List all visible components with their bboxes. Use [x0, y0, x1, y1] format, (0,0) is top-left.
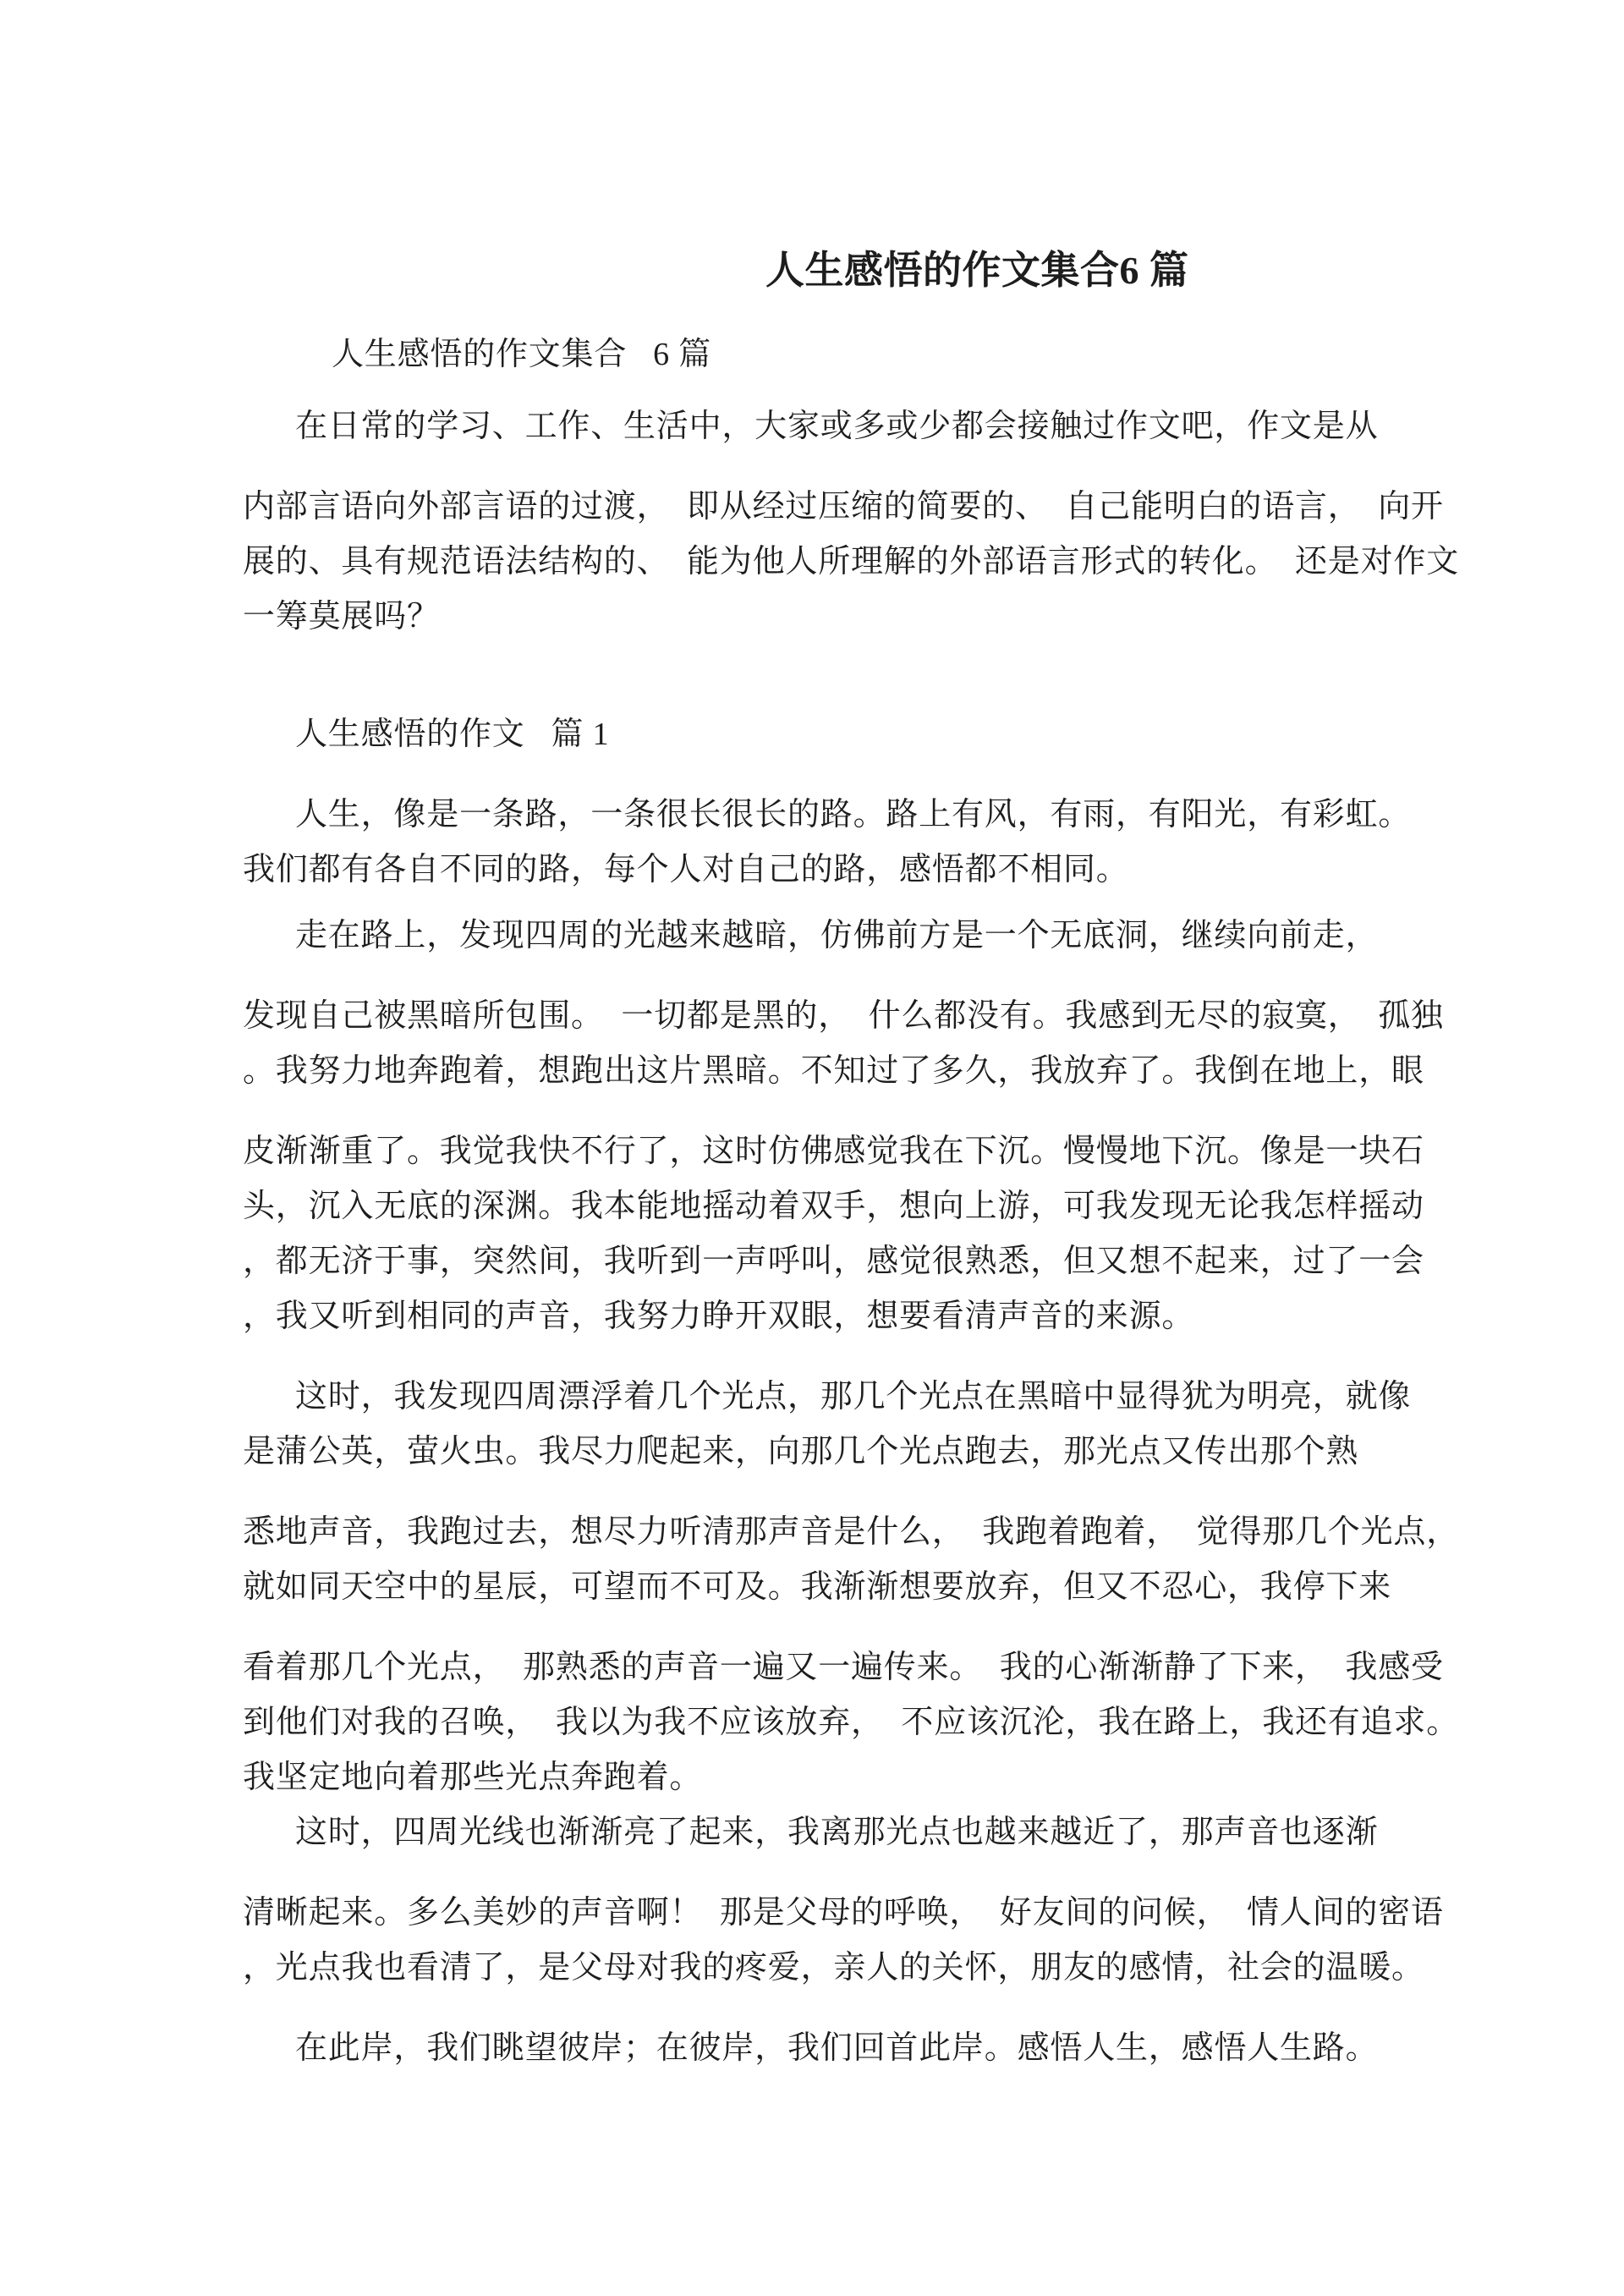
text-line: 一筹莫展吗？	[243, 599, 440, 634]
section-heading: 人生感悟的作文 篇 1	[295, 717, 610, 752]
text-line: 是蒲公英，萤火虫。我尽力爬起来，向那几个光点跑去，那光点又传出那个熟	[243, 1434, 1359, 1469]
text-line: ，都无济于事，突然间，我听到一声呼叫，感觉很熟悉，但又想不起来，过了一会	[243, 1244, 1424, 1279]
text-line: 到他们对我的召唤， 我以为我不应该放弃， 不应该沉沦，我在路上，我还有追求。	[243, 1705, 1460, 1740]
text-line: 人生，像是一条路，一条很长很长的路。路上有风，有雨，有阳光，有彩虹。	[295, 797, 1412, 832]
text-line: 看着那几个光点， 那熟悉的声音一遍又一遍传来。 我的心渐渐静了下来， 我感受	[243, 1650, 1444, 1685]
text-line: 清晰起来。多么美妙的声音啊！ 那是父母的呼唤， 好友间的问候， 情人间的密语	[243, 1895, 1444, 1931]
text-line: 在此岸，我们眺望彼岸；在彼岸，我们回首此岸。感悟人生，感悟人生路。	[295, 2030, 1379, 2066]
text-line: 就如同天空中的星辰，可望而不可及。我渐渐想要放弃，但又不忍心，我停下来	[243, 1569, 1392, 1605]
text-line: ，光点我也看清了，是父母对我的疼爱，亲人的关怀，朋友的感情，社会的温暖。	[243, 1950, 1424, 1986]
text-line: 发现自己被黑暗所包围。 一切都是黑的， 什么都没有。我感到无尽的寂寞， 孤独	[243, 998, 1444, 1034]
text-line: 内部言语向外部言语的过渡， 即从经过压缩的简要的、 自己能明白的语言， 向开	[243, 489, 1444, 525]
text-line: 这时，四周光线也渐渐亮了起来，我离那光点也越来越近了，那声音也逐渐	[295, 1815, 1379, 1850]
text-line: 在日常的学习、工作、生活中，大家或多或少都会接触过作文吧，作文是从	[295, 409, 1379, 444]
text-line: 悉地声音，我跑过去，想尽力听清那声音是什么， 我跑着跑着， 觉得那几个光点，	[243, 1514, 1460, 1550]
text-line: 这时，我发现四周漂浮着几个光点，那几个光点在黑暗中显得犹为明亮，就像	[295, 1379, 1412, 1414]
document-title: 人生感悟的作文集合6 篇	[765, 249, 1189, 292]
document-body	[243, 334, 1460, 2068]
text-line: 走在路上，发现四周的光越来越暗，仿佛前方是一个无底洞，继续向前走，	[295, 918, 1379, 953]
text-line: 。我努力地奔跑着，想跑出这片黑暗。不知过了多久，我放弃了。我倒在地上，眼	[243, 1053, 1424, 1089]
text-line: 我们都有各自不同的路，每个人对自己的路，感悟都不相同。	[243, 852, 1129, 887]
document-subtitle: 人生感悟的作文集合 6 篇	[332, 337, 712, 372]
text-line: 皮渐渐重了。我觉我快不行了，这时仿佛感觉我在下沉。慢慢地下沉。像是一块石	[243, 1134, 1424, 1169]
text-line: 我坚定地向着那些光点奔跑着。	[243, 1760, 703, 1795]
text-line: ，我又听到相同的声音，我努力睁开双眼，想要看清声音的来源。	[243, 1299, 1195, 1334]
text-line: 头，沉入无底的深渊。我本能地摇动着双手，想向上游，可我发现无论我怎样摇动	[243, 1189, 1424, 1224]
text-line: 展的、具有规范语法结构的、 能为他人所理解的外部语言形式的转化。 还是对作文	[243, 544, 1460, 579]
